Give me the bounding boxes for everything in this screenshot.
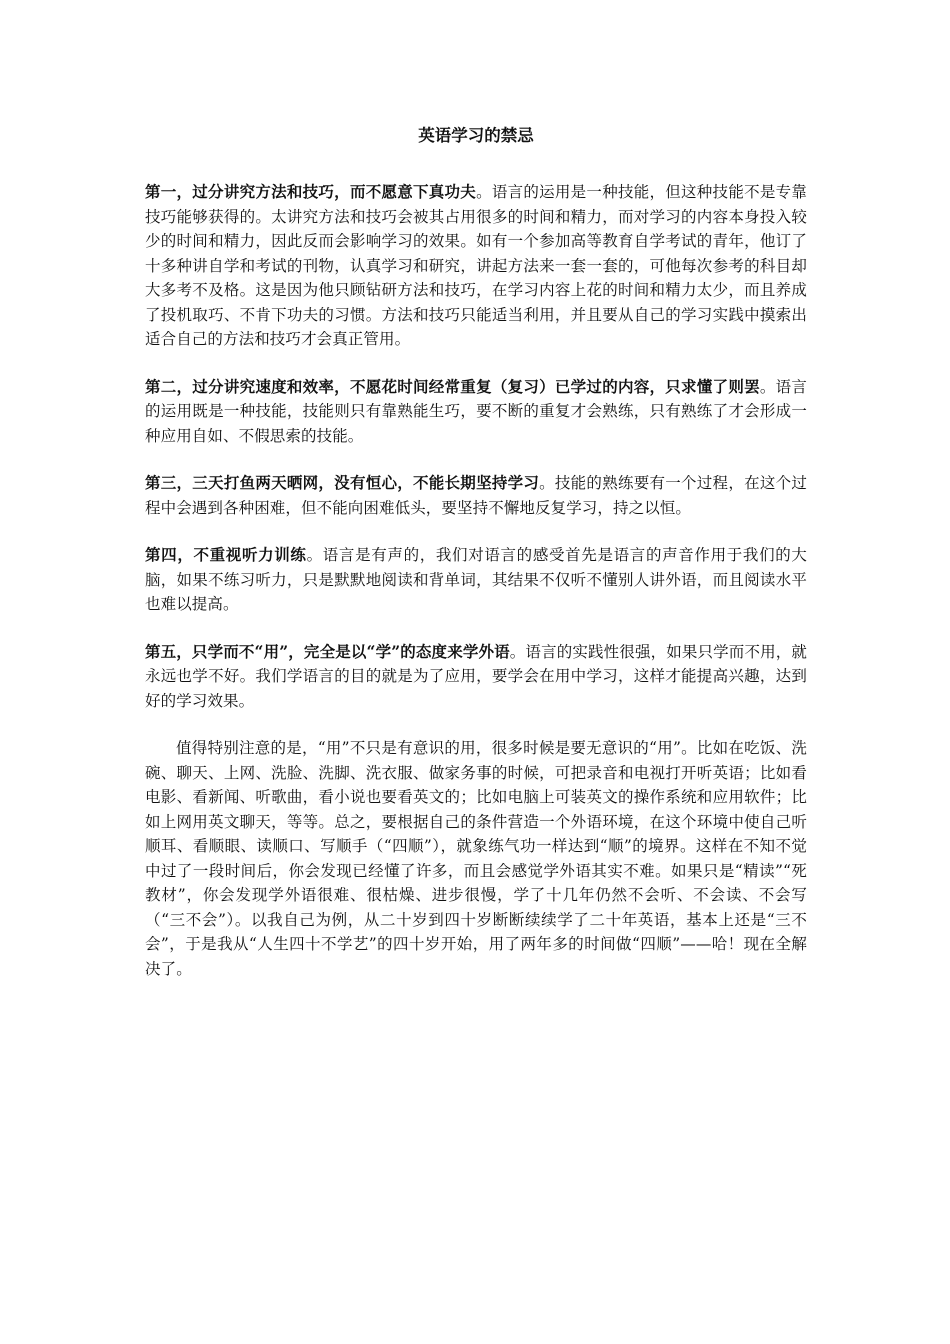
- section-4-body: 。语言是有声的，我们对语言的感受首先是语言的声音作用于我们的大脑，如果不练习听力，只是默默地阅读和背单词，其结果不仅听不懂别人讲外语，而且阅读水平也难以提高。: [145, 546, 807, 613]
- section-5-paragraph: [145, 640, 807, 714]
- section-2-body: 。语言的运用既是一种技能，技能则只有靠熟能生巧，要不断的重复才会熟练，只有熟练了才会形成一种应用自如、不假思索的技能。: [145, 377, 807, 445]
- section-4-heading: 第四，不重视听力训练: [145, 545, 307, 564]
- section-1-paragraph: [145, 180, 807, 352]
- document-page: [145, 122, 807, 1004]
- section-3-heading: 第三，三天打鱼两天晒网，没有恒心，不能长期坚持学习: [145, 473, 540, 492]
- document-title: 英语学习的禁忌: [418, 126, 534, 145]
- section-3-body: 。技能的熟练要有一个过程，在这个过程中会遇到各种困难，但不能向困难低头，要坚持不懈地反复学习，持之以恒。: [145, 474, 807, 517]
- section-3-paragraph: [145, 471, 807, 520]
- section-2-paragraph: [145, 375, 807, 449]
- section-2-heading: 第二，过分讲究速度和效率，不愿花时间经常重复（复习）已学过的内容，只求懂了则罢: [145, 376, 760, 396]
- closing-paragraph: 值得特别注意的是，“用”不只是有意识的用，很多时候是要无意识的“用”。比如在吃饭、洗碗、聊天、上网、洗脸、洗脚、洗衣服、做家务事的时候，可把录音和电视打开听英语；比如看电影、看新闻、听歌曲，看小说也要看英文的；比如电脑上可装英文的操作系统和应用软件；比如上网用英文聊天，等等。总之，要根据自己的条件营造一个外语环境，在这个环境中使自己听顺耳、看顺眼、读顺口、写顺手（“四顺”），就象练气功一样达到“顺”的境界。这样在不知不觉中过了一段时间后，你会发现已经懂了许多，而且会感觉学外语其实不难。如果只是“精读”“死教材”，你会发现学外语很难、很枯燥、进步很慢，学了十几年仍然不会听、不会读、不会写（“三不会”）。以我自己为例，从二十岁到四十岁断断续续学了二十年英语，基本上还是“三不会”，于是我从“人生四十不学艺”的四十岁开始，用了两年多的时间做“四顺”——哈！现在全解决了。: [145, 739, 807, 978]
- section-1-heading: 第一，过分讲究方法和技巧，而不愿意下真功夫: [145, 182, 477, 201]
- section-5-heading: 第五，只学而不“用”，完全是以“学”的态度来学外语: [145, 641, 510, 661]
- section-5-body: 。语言的实践性很强，如果只学而不用，就永远也学不好。我们学语言的目的就是为了应用，要学会在用中学习，这样才能提高兴趣，达到好的学习效果。: [145, 642, 807, 710]
- section-4-paragraph: [145, 543, 807, 617]
- section-1-body: 。语言的运用是一种技能，但这种技能不是专靠技巧能够获得的。太讲究方法和技巧会被其占用很多的时间和精力，而对学习的内容本身投入较少的时间和精力，因此反而会影响学习的效果。如有一个参加高等教育自学考试的青年，他订了十多种讲自学和考试的刊物，认真学习和研究，讲起方法来一套一套的，可他每次参考的科目却大多考不及格。这是因为他只顾钻研方法和技巧，在学习内容上花的时间和精力太少，而且养成了投机取巧、不肯下功夫的习惯。方法和技巧只能适当利用，并且要从自己的学习实践中摸索出适合自己的方法和技巧才会真正管用。: [145, 183, 807, 348]
